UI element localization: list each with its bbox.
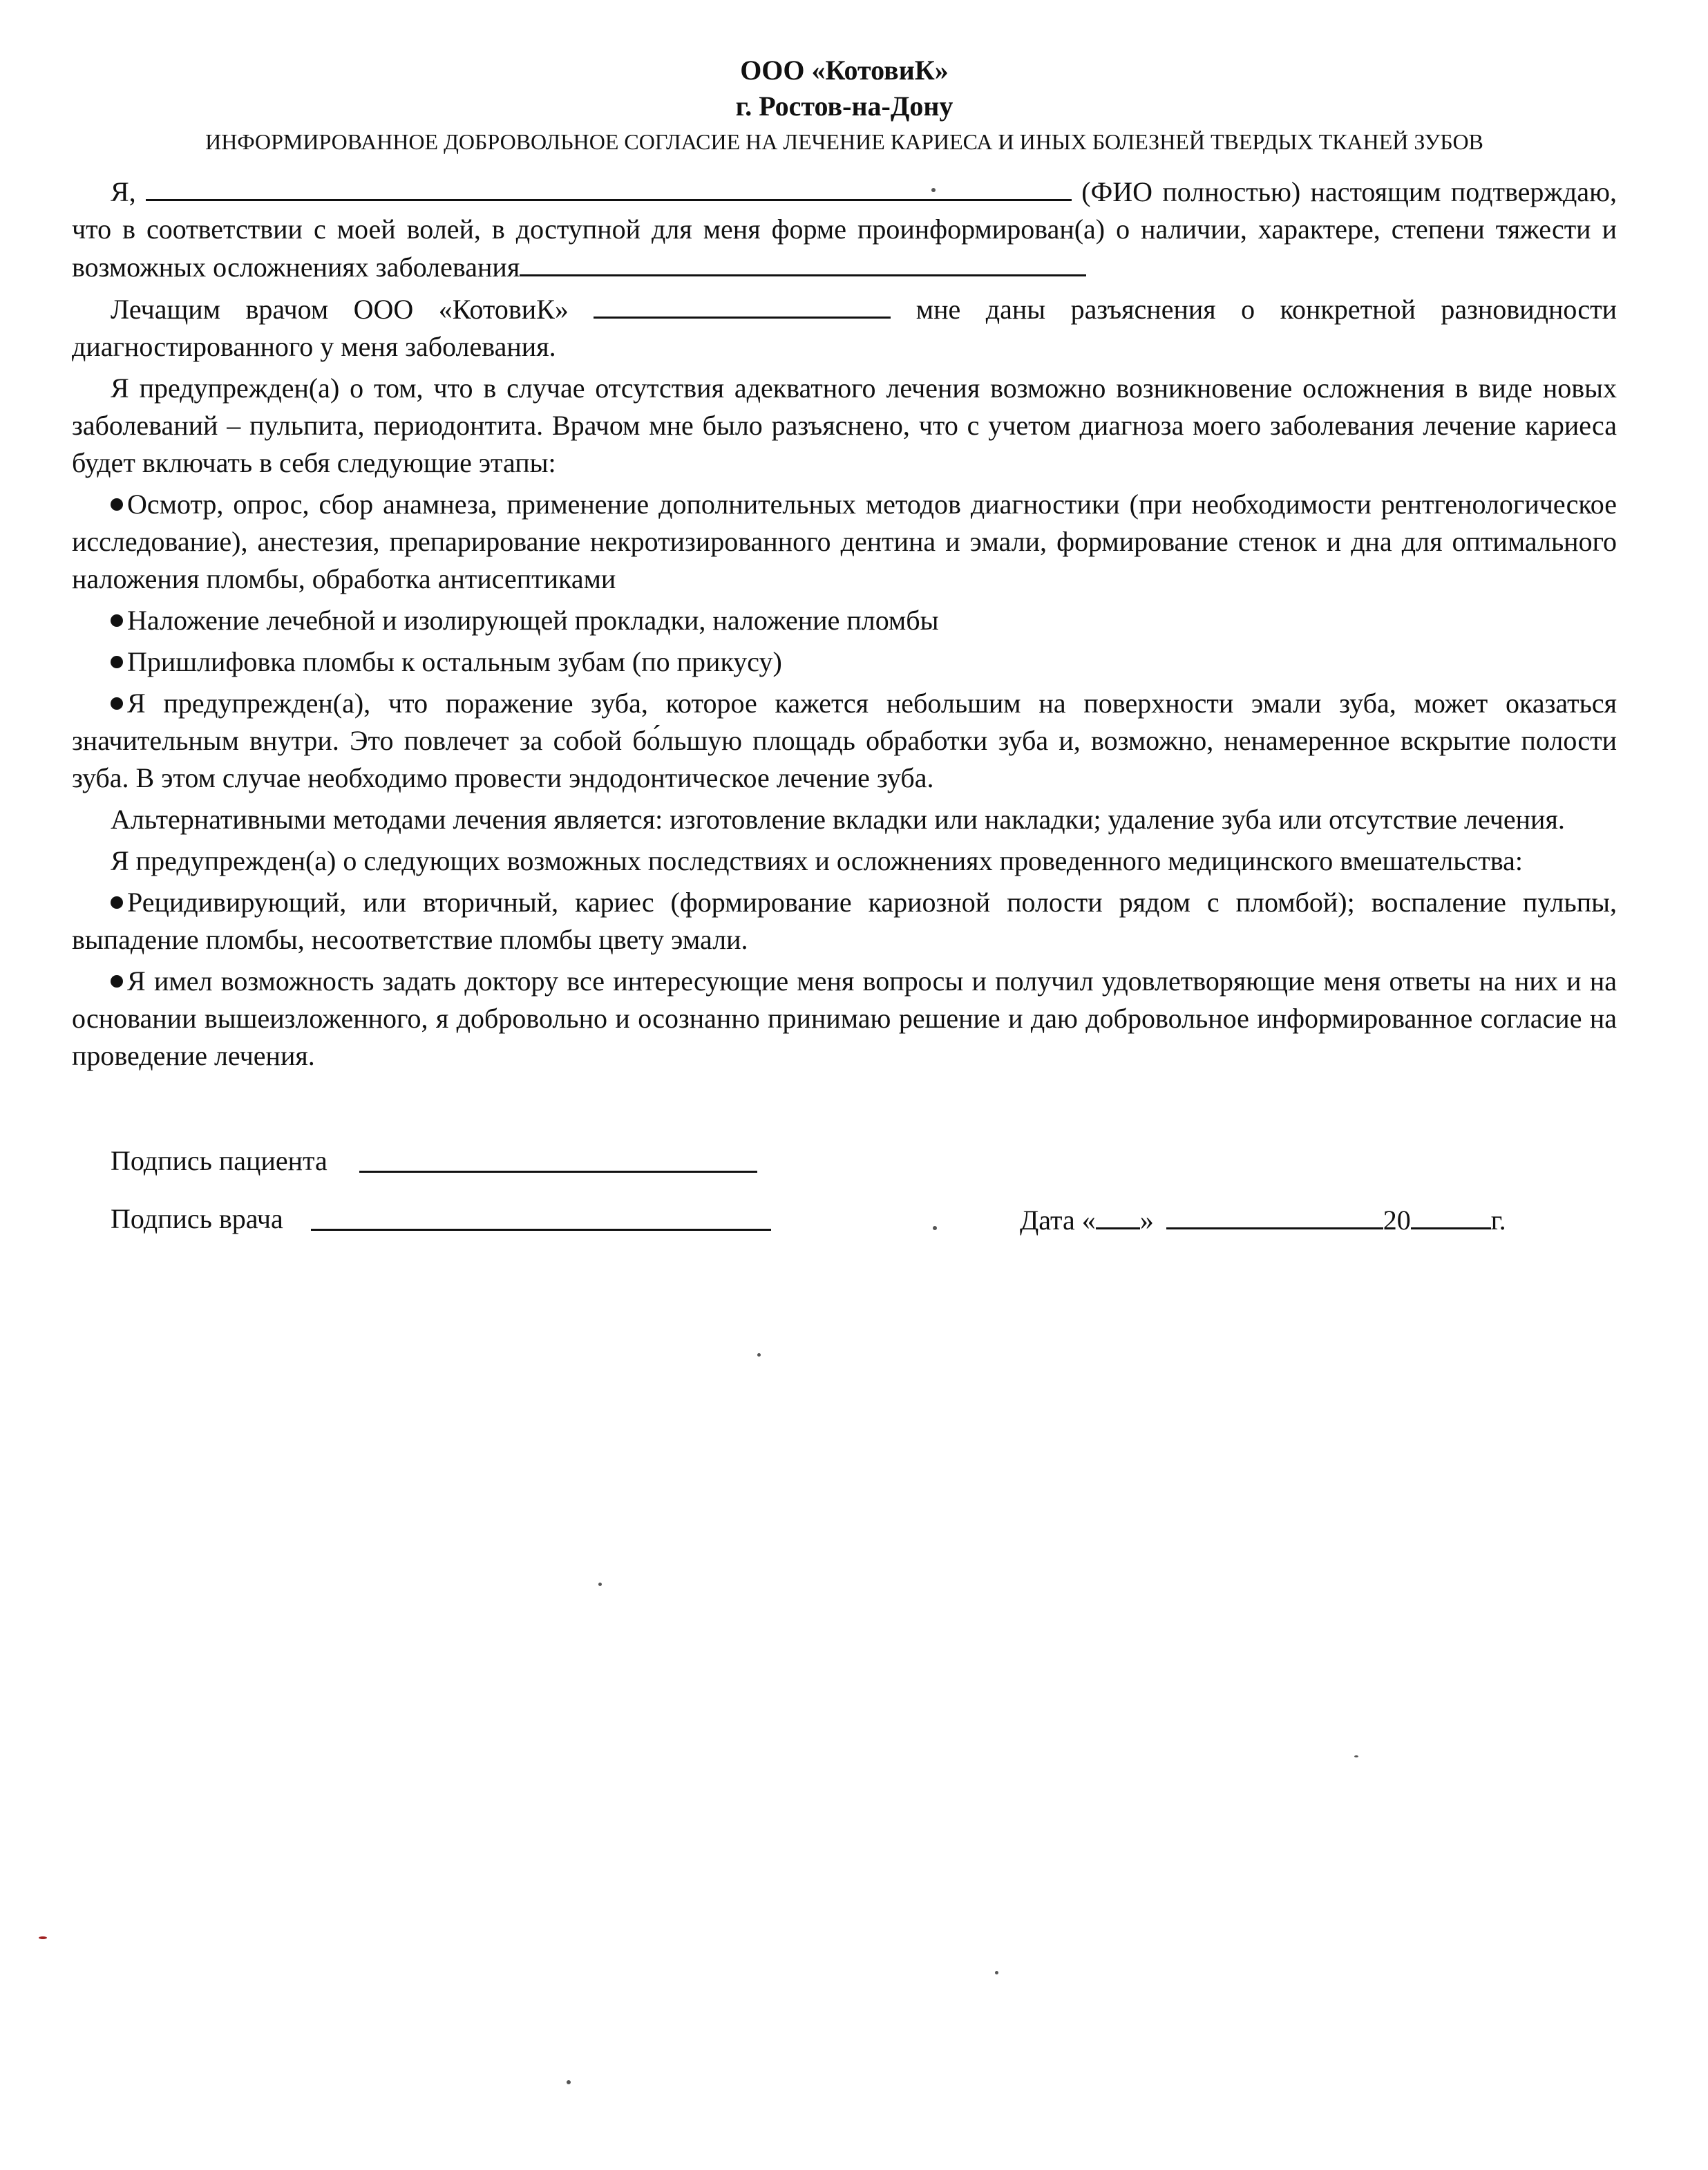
fio-field[interactable] (146, 173, 1072, 201)
bullet-text: Рецидивирующий, или вторичный, кариес (формирование кариозной полости рядом с пломбой); воспаление пульпы, выпадение пломбы, несоответствие пломбы цвету эмали. (72, 887, 1617, 955)
form-content (72, 53, 1617, 1079)
patient-signature-field[interactable] (359, 1171, 757, 1173)
bullet-text: Я имел возможность задать доктору все интересующие меня вопросы и получил удовлетворяющие меня ответы на них и на основании вышеизложенного, я добровольно и осознанно принимаю решение и даю добровольное информированное согласие на проведение лечения. (72, 965, 1617, 1071)
bullet-text: Наложение лечебной и изолирующей прокладки, наложение пломбы (127, 605, 939, 636)
date-day-field[interactable] (1096, 1202, 1140, 1229)
scan-speck (567, 2080, 571, 2084)
doctor-signature-row (111, 1202, 1548, 1261)
paragraph-alternatives: Альтернативными методами лечения является: изготовление вкладки или накладки; удаление зуба или отсутствие лечения. (111, 804, 1565, 835)
date-quote-close: » (1139, 1205, 1161, 1236)
organization-name: ООО «КотовиК» (740, 55, 949, 86)
bullet-item-damage-warning (72, 685, 1617, 797)
signature-block (111, 1144, 1548, 1261)
bullet-text: Осмотр, опрос, сбор анамнеза, применение дополнительных методов диагностики (при необходимости рентгенологическое исследование), анестезия, препарирование некротизированного дентина и эмали, формирование стенок и дна для оптимального наложения пломбы, обработка антисептиками (72, 489, 1617, 594)
disease-field[interactable] (520, 248, 1086, 276)
patient-signature-row (111, 1144, 1548, 1202)
date-year-suffix: г. (1490, 1205, 1506, 1236)
bullet-item-grinding (72, 643, 1617, 681)
bullet-icon (111, 896, 123, 909)
bullet-text: Пришлифовка пломбы к остальным зубам (по прикусу) (127, 646, 782, 677)
bullet-icon (111, 656, 123, 668)
doctor-name-field[interactable] (594, 290, 891, 319)
scan-speck (931, 188, 936, 192)
bullet-icon (111, 697, 123, 710)
doctor-suffix: мне даны разъяснения о конкретной разновидности диагностированного у меня заболевания. (72, 294, 1617, 362)
date-field (1020, 1202, 1506, 1236)
paragraph-consequences: Я предупрежден(а) о следующих возможных последствиях и осложнениях проведенного медицинского вмешательства: (111, 845, 1523, 876)
bullet-icon (111, 614, 123, 627)
date-year-prefix: 20 (1383, 1205, 1411, 1236)
document-title: ИНФОРМИРОВАННОЕ ДОБРОВОЛЬНОЕ СОГЛАСИЕ НА ЛЕЧЕНИЕ КАРИЕСА И ИНЫХ БОЛЕЗНЕЙ ТВЕРДЫХ ТКАНЕЙ ЗУБОВ (205, 129, 1483, 154)
bullet-item-complications (72, 884, 1617, 959)
paragraph-patient-fio (72, 173, 1617, 286)
scan-speck (995, 1971, 998, 1974)
date-year-field[interactable] (1411, 1202, 1491, 1229)
scan-speck (39, 1936, 47, 1939)
scan-speck (598, 1583, 602, 1586)
bullet-item-consent (72, 963, 1617, 1075)
scan-speck (1354, 1755, 1358, 1757)
bullet-text: Я предупрежден(а), что поражение зуба, которое кажется небольшим на поверхности эмали зуба, может оказаться значительным внутри. Это повлечет за собой бо́льшую площадь обработки зуба и, возможно, ненамеренное вскрытие полости зуба. В этом случае необходимо провести эндодонтическое лечение зуба. (72, 688, 1617, 793)
scan-speck (933, 1226, 937, 1230)
doctor-signature-label: Подпись врача (111, 1203, 283, 1234)
date-label: Дата « (1020, 1205, 1096, 1236)
doctor-prefix: Лечащим врачом ООО «КотовиК» (111, 294, 594, 325)
bullet-icon (111, 498, 123, 511)
scan-speck (757, 1353, 761, 1357)
fio-hint-text: (ФИО полностью) настоящим подтверждаю, что в соответствии с моей волей, в доступной для меня форме проинформирован(а) о наличии, характере, степени тяжести и возможных осложнениях заболевания (72, 176, 1617, 283)
fio-prefix: Я, (111, 176, 146, 207)
bullet-item-examination (72, 486, 1617, 598)
form-body (72, 173, 1617, 1075)
patient-signature-label: Подпись пациента (111, 1145, 328, 1176)
doctor-signature-field[interactable] (311, 1229, 771, 1231)
bullet-icon (111, 975, 123, 988)
paragraph-warning: Я предупрежден(а) о том, что в случае отсутствия адекватного лечения возможно возникновение осложнения в виде новых заболеваний – пульпита, периодонтита. Врачом мне было разъяснено, что с учетом диагноза моего заболевания лечение кариеса будет включать в себя следующие этапы: (72, 372, 1617, 478)
paragraph-doctor (72, 290, 1617, 366)
date-month-field[interactable] (1166, 1202, 1383, 1229)
bullet-item-lining (72, 602, 1617, 639)
organization-city: г. Ростов-на-Дону (735, 91, 953, 122)
